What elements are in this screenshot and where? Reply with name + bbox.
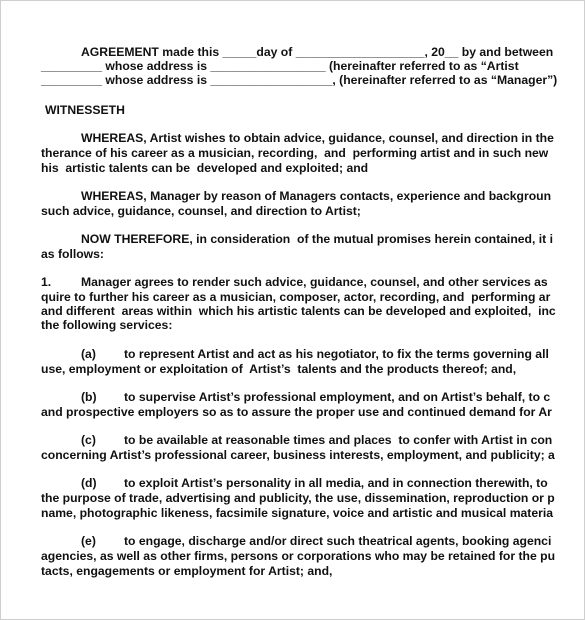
agreement-line: AGREEMENT made this _____day of ___________________, 20__ by and between <box>81 45 554 59</box>
clause-d-line-1: to exploit Artist’s personality in all media, and in connection therewith, to <box>124 476 548 490</box>
clause-b-label: (b) <box>81 390 97 404</box>
clause-b-line-1: to supervise Artist’s professional employment, and on Artist’s behalf, to c <box>124 390 551 404</box>
section-1-line-4: the following services: <box>41 318 173 332</box>
section-1-line-3: and different areas within which his artistic talents can be developed and exploited, inc <box>41 304 556 318</box>
clause-d-line-2: the purpose of trade, advertising and publicity, the use, dissemination, reproduction or p <box>41 491 555 505</box>
clause-a-line-1: to represent Artist and act as his negotiator, to fix the terms governing all <box>124 347 549 361</box>
clause-a-line-2: use, employment or exploitation of Artist’s talents and the products thereof; and, <box>41 362 517 376</box>
clause-e-line-2: agencies, as well as other firms, persons or corporations who may be retained for the pu <box>41 549 556 563</box>
clause-e-line-3: tacts, engagements or employment for Artist; and, <box>41 564 333 578</box>
whereas-artist-line-3: his artistic talents can be developed and exploited; and <box>41 161 369 175</box>
clause-b-line-2: and prospective employers so as to assure the proper use and continued demand for Ar <box>41 405 552 419</box>
clause-e-label: (e) <box>81 534 96 548</box>
clause-d-line-3: name, photographic likeness, facsimile signature, voice and artistic and musical materia <box>41 506 554 520</box>
section-1-number: 1. <box>41 275 52 289</box>
artist-address-line: _________ whose address is _________________ (hereinafter referred to as “Artist <box>41 59 519 73</box>
clause-c-line-1: to be available at reasonable times and places to confer with Artist in con <box>124 433 553 447</box>
manager-address-line: _________ whose address is __________________, (hereinafter referred to as “Manager”) <box>41 73 558 87</box>
clause-c-label: (c) <box>81 433 96 447</box>
clause-c-line-2: concerning Artist’s professional career, business interests, employment, and publicity; a <box>41 448 555 462</box>
witnesseth-heading: WITNESSETH <box>45 103 125 117</box>
now-therefore-line-1: NOW THEREFORE, in consideration of the mutual promises herein contained, it i <box>81 232 553 246</box>
section-1-line-2: quire to further his career as a musician, composer, actor, recording, and performing ar <box>41 290 551 304</box>
now-therefore-line-2: as follows: <box>41 247 104 261</box>
clause-a-label: (a) <box>81 347 96 361</box>
clause-e-line-1: to engage, discharge and/or direct such theatrical agents, booking agenci <box>124 534 552 548</box>
section-1-line-1: Manager agrees to render such advice, guidance, counsel, and other services as <box>81 275 548 289</box>
whereas-artist-line-2: therance of his career as a musician, recording, and performing artist and in such new <box>41 146 549 160</box>
clause-d-label: (d) <box>81 476 97 490</box>
whereas-artist-line-1: WHEREAS, Artist wishes to obtain advice, guidance, counsel, and direction in the <box>81 131 554 145</box>
whereas-manager-line-2: such advice, guidance, counsel, and direction to Artist; <box>41 204 361 218</box>
whereas-manager-line-1: WHEREAS, Manager by reason of Managers contacts, experience and backgroun <box>81 189 552 203</box>
